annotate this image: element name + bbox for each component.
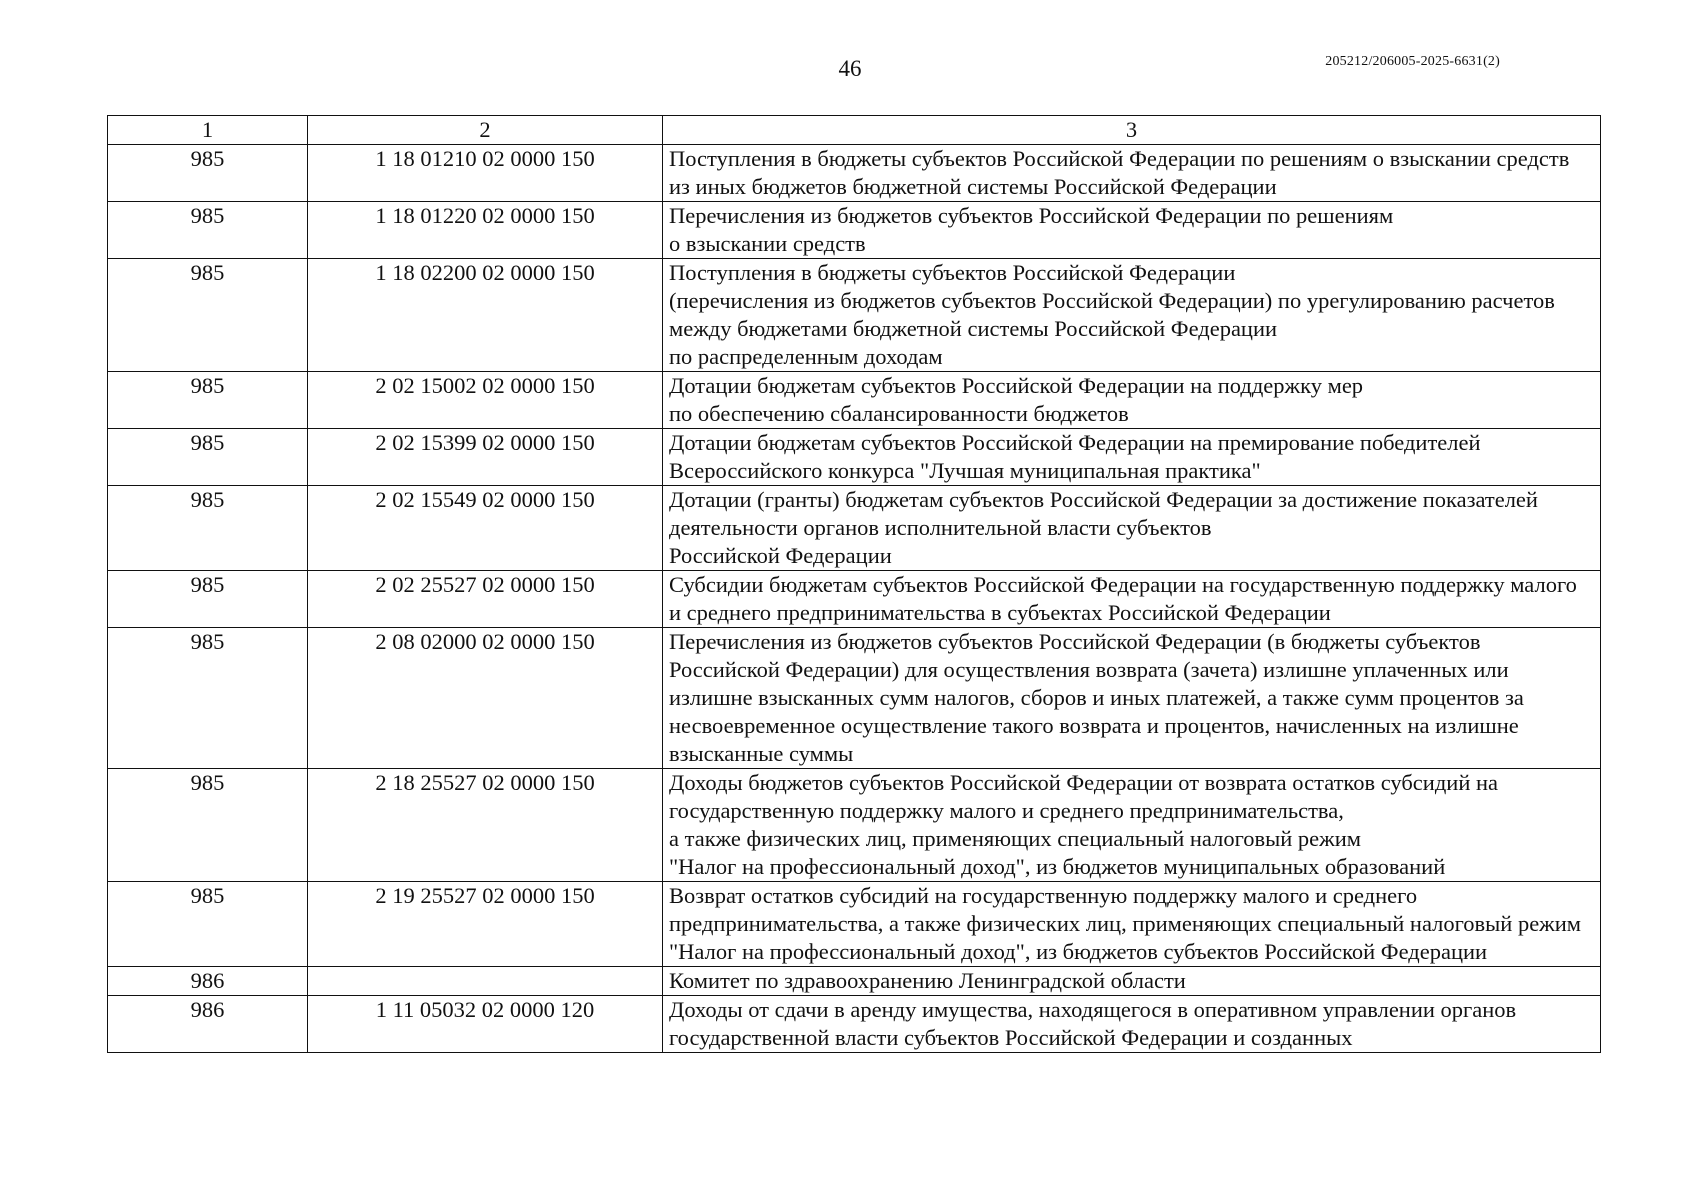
revenue-name-cell: Субсидии бюджетам субъектов Российской Федерации на государственную поддержку малого и среднего предпринимательства в субъектах Российской Федерации <box>663 571 1601 628</box>
revenue-name-cell: Доходы бюджетов субъектов Российской Федерации от возврата остатков субсидий на государственную поддержку малого и среднего предпринимательства, а также физических лиц, применяющих специальный налоговый режим "Налог на профессиональный доход", из бюджетов муниципальных образований <box>663 769 1601 882</box>
table-header-row <box>108 116 1601 145</box>
revenue-code-cell: 2 02 15002 02 0000 150 <box>308 372 663 429</box>
column-header-2: 2 <box>308 116 663 145</box>
table-row <box>108 486 1601 571</box>
admin-code-cell: 985 <box>108 571 308 628</box>
admin-code-cell: 985 <box>108 628 308 769</box>
table-row <box>108 202 1601 259</box>
table-row <box>108 882 1601 967</box>
revenue-code-cell: 2 02 15549 02 0000 150 <box>308 486 663 571</box>
column-header-3: 3 <box>663 116 1601 145</box>
revenue-name-cell: Дотации (гранты) бюджетам субъектов Российской Федерации за достижение показателей деятельности органов исполнительной власти субъектов Российской Федерации <box>663 486 1601 571</box>
table-row <box>108 628 1601 769</box>
revenue-code-cell: 1 18 01210 02 0000 150 <box>308 145 663 202</box>
revenue-code-cell <box>308 967 663 996</box>
table-body <box>108 145 1601 1053</box>
revenue-name-cell: Перечисления из бюджетов субъектов Российской Федерации по решениям о взыскании средств <box>663 202 1601 259</box>
revenue-code-cell: 1 11 05032 02 0000 120 <box>308 996 663 1053</box>
column-header-1: 1 <box>108 116 308 145</box>
admin-code-cell: 985 <box>108 145 308 202</box>
revenue-code-cell: 2 02 25527 02 0000 150 <box>308 571 663 628</box>
table-row <box>108 996 1601 1053</box>
admin-code-cell: 985 <box>108 202 308 259</box>
revenue-code-cell: 1 18 02200 02 0000 150 <box>308 259 663 372</box>
page-number: 46 <box>838 56 862 81</box>
admin-code-cell: 986 <box>108 967 308 996</box>
budget-classification-table <box>107 115 1601 1053</box>
revenue-code-cell: 2 19 25527 02 0000 150 <box>308 882 663 967</box>
table-row <box>108 259 1601 372</box>
revenue-name-cell: Поступления в бюджеты субъектов Российской Федерации (перечисления из бюджетов субъектов Российской Федерации) по урегулированию расчетов между бюджетами бюджетной системы Российской Федерации по распределенным доходам <box>663 259 1601 372</box>
table-row <box>108 145 1601 202</box>
table-row <box>108 571 1601 628</box>
revenue-name-cell: Поступления в бюджеты субъектов Российской Федерации по решениям о взыскании средств из иных бюджетов бюджетной системы Российской Федерации <box>663 145 1601 202</box>
admin-code-cell: 985 <box>108 259 308 372</box>
table-row <box>108 429 1601 486</box>
admin-code-cell: 985 <box>108 486 308 571</box>
table-row <box>108 769 1601 882</box>
revenue-name-cell: Дотации бюджетам субъектов Российской Федерации на премирование победителей Всероссийского конкурса "Лучшая муниципальная практика" <box>663 429 1601 486</box>
admin-code-cell: 985 <box>108 882 308 967</box>
revenue-name-cell: Доходы от сдачи в аренду имущества, находящегося в оперативном управлении органов государственной власти субъектов Российской Федерации и созданных <box>663 996 1601 1053</box>
table-row <box>108 967 1601 996</box>
revenue-code-cell: 2 02 15399 02 0000 150 <box>308 429 663 486</box>
revenue-code-cell: 2 08 02000 02 0000 150 <box>308 628 663 769</box>
revenue-code-cell: 2 18 25527 02 0000 150 <box>308 769 663 882</box>
revenue-name-cell: Комитет по здравоохранению Ленинградской области <box>663 967 1601 996</box>
admin-code-cell: 986 <box>108 996 308 1053</box>
document-id: 205212/206005-2025-6631(2) <box>1325 54 1500 69</box>
admin-code-cell: 985 <box>108 429 308 486</box>
revenue-name-cell: Перечисления из бюджетов субъектов Российской Федерации (в бюджеты субъектов Российской Федерации) для осуществления возврата (зачета) излишне уплаченных или излишне взысканных сумм налогов, сборов и иных платежей, а также сумм процентов за несвоевременное осуществление такого возврата и процентов, начисленных на излишне взысканные суммы <box>663 628 1601 769</box>
admin-code-cell: 985 <box>108 372 308 429</box>
revenue-name-cell: Дотации бюджетам субъектов Российской Федерации на поддержку мер по обеспечению сбалансированности бюджетов <box>663 372 1601 429</box>
revenue-code-cell: 1 18 01220 02 0000 150 <box>308 202 663 259</box>
admin-code-cell: 985 <box>108 769 308 882</box>
table-row <box>108 372 1601 429</box>
revenue-name-cell: Возврат остатков субсидий на государственную поддержку малого и среднего предпринимательства, а также физических лиц, применяющих специальный налоговый режим "Налог на профессиональный доход", из бюджетов субъектов Российской Федерации <box>663 882 1601 967</box>
